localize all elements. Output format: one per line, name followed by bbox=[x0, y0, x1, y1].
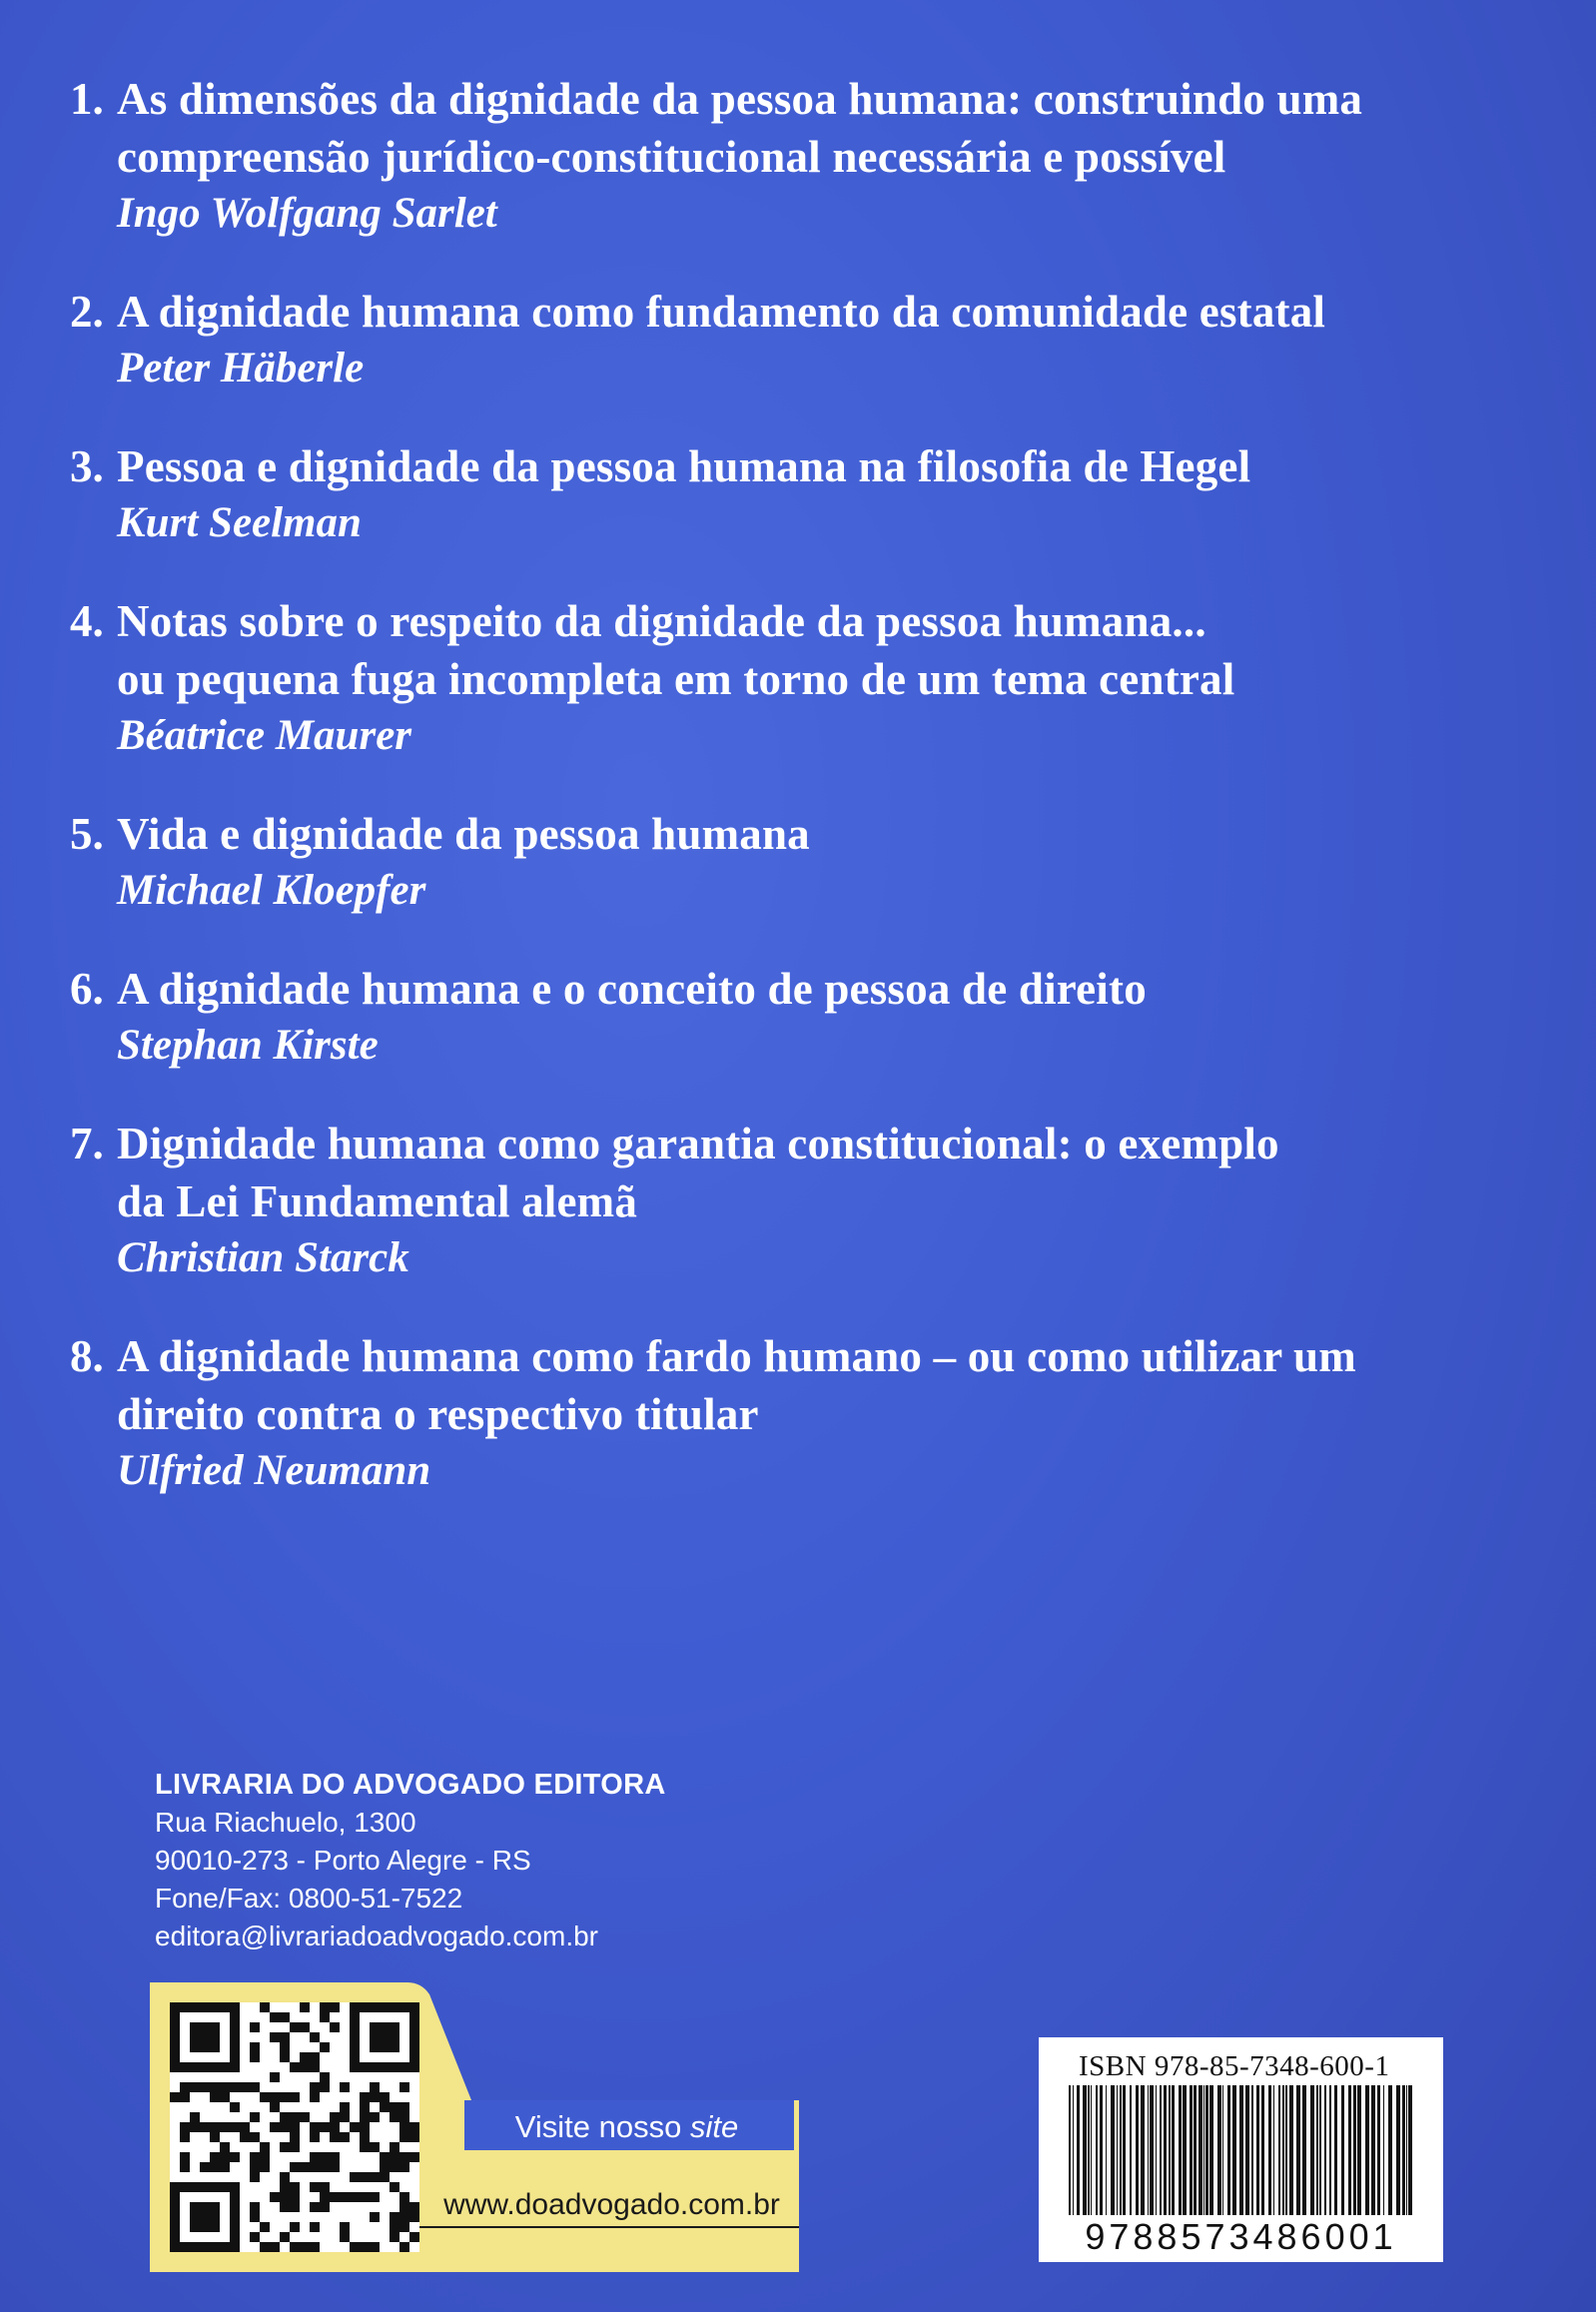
entry-number: 5. bbox=[70, 809, 104, 859]
barcode-digits: 9788573486001 bbox=[1085, 2216, 1397, 2257]
entry-body bbox=[117, 592, 1568, 764]
publisher-phone: Fone/Fax: 0800-51-7522 bbox=[155, 1883, 463, 1914]
entry-body bbox=[117, 805, 1568, 919]
entry-number: 2. bbox=[70, 287, 104, 337]
contents-entry bbox=[70, 805, 1568, 919]
entry-author: Christian Starck bbox=[117, 1234, 409, 1281]
entry-number: 6. bbox=[70, 964, 104, 1014]
entry-body bbox=[117, 283, 1568, 396]
isbn-barcode bbox=[1039, 2037, 1443, 2262]
site-label-emphasis: site bbox=[689, 2109, 739, 2144]
barcode-icon bbox=[1069, 2085, 1413, 2215]
contents-entry bbox=[70, 437, 1568, 551]
entry-author: Stephan Kirste bbox=[117, 1022, 379, 1069]
entry-author: Béatrice Maurer bbox=[117, 712, 412, 759]
qr-code-icon[interactable] bbox=[170, 2002, 419, 2252]
entry-title-line: compreensão jurídico-constitucional necessária e possível bbox=[117, 132, 1226, 182]
entry-author: Ulfried Neumann bbox=[117, 1447, 431, 1494]
entry-title-line: ou pequena fuga incompleta em torno de um tema central bbox=[117, 654, 1235, 704]
entry-author: Michael Kloepfer bbox=[117, 867, 426, 914]
contents-entry bbox=[70, 1327, 1568, 1499]
contents-entry bbox=[70, 70, 1568, 242]
entry-title-line: Vida e dignidade da pessoa humana bbox=[117, 809, 810, 859]
entry-number: 4. bbox=[70, 596, 104, 646]
entry-title-line: A dignidade humana e o conceito de pessoa de direito bbox=[117, 964, 1147, 1014]
entry-title-line: Dignidade humana como garantia constitucional: o exemplo bbox=[117, 1119, 1279, 1168]
entry-number: 3. bbox=[70, 441, 104, 491]
publisher-info bbox=[155, 1766, 666, 1955]
publisher-name: LIVRARIA DO ADVOGADO EDITORA bbox=[155, 1769, 666, 1801]
site-promo bbox=[150, 1982, 809, 2272]
table-of-contents bbox=[70, 70, 1568, 1540]
entry-author: Kurt Seelman bbox=[117, 499, 362, 546]
entry-body bbox=[117, 1327, 1568, 1499]
publisher-city: 90010-273 - Porto Alegre - RS bbox=[155, 1845, 531, 1876]
entry-title-line: da Lei Fundamental alemã bbox=[117, 1176, 638, 1226]
contents-entry bbox=[70, 592, 1568, 764]
entry-body bbox=[117, 1115, 1568, 1286]
entry-body bbox=[117, 960, 1568, 1074]
entry-title-line: direito contra o respectivo titular bbox=[117, 1389, 759, 1439]
contents-entry bbox=[70, 1115, 1568, 1286]
entry-author: Ingo Wolfgang Sarlet bbox=[117, 190, 497, 237]
entry-number: 1. bbox=[70, 74, 104, 124]
entry-title-line: As dimensões da dignidade da pessoa humana: construindo uma bbox=[117, 74, 1363, 124]
publisher-email: editora@livrariadoadvogado.com.br bbox=[155, 1921, 598, 1951]
entry-body bbox=[117, 437, 1568, 551]
entry-number: 7. bbox=[70, 1119, 104, 1168]
entry-body bbox=[117, 70, 1568, 242]
site-label-prefix: Visite nosso bbox=[514, 2109, 690, 2144]
site-label bbox=[464, 2107, 789, 2147]
entry-title-line: Notas sobre o respeito da dignidade da pessoa humana... bbox=[117, 596, 1206, 646]
contents-entry bbox=[70, 283, 1568, 396]
entry-author: Peter Häberle bbox=[117, 345, 365, 391]
entry-number: 8. bbox=[70, 1331, 104, 1381]
publisher-address: Rua Riachuelo, 1300 bbox=[155, 1807, 416, 1838]
isbn-label: ISBN 978-85-7348-600-1 bbox=[1079, 2050, 1390, 2082]
site-url[interactable]: www.doadvogado.com.br bbox=[443, 2188, 780, 2221]
entry-title-line: A dignidade humana como fundamento da comunidade estatal bbox=[117, 287, 1326, 337]
entry-title-line: Pessoa e dignidade da pessoa humana na filosofia de Hegel bbox=[117, 441, 1251, 491]
entry-title-line: A dignidade humana como fardo humano – ou como utilizar um bbox=[117, 1331, 1356, 1381]
contents-entry bbox=[70, 960, 1568, 1074]
